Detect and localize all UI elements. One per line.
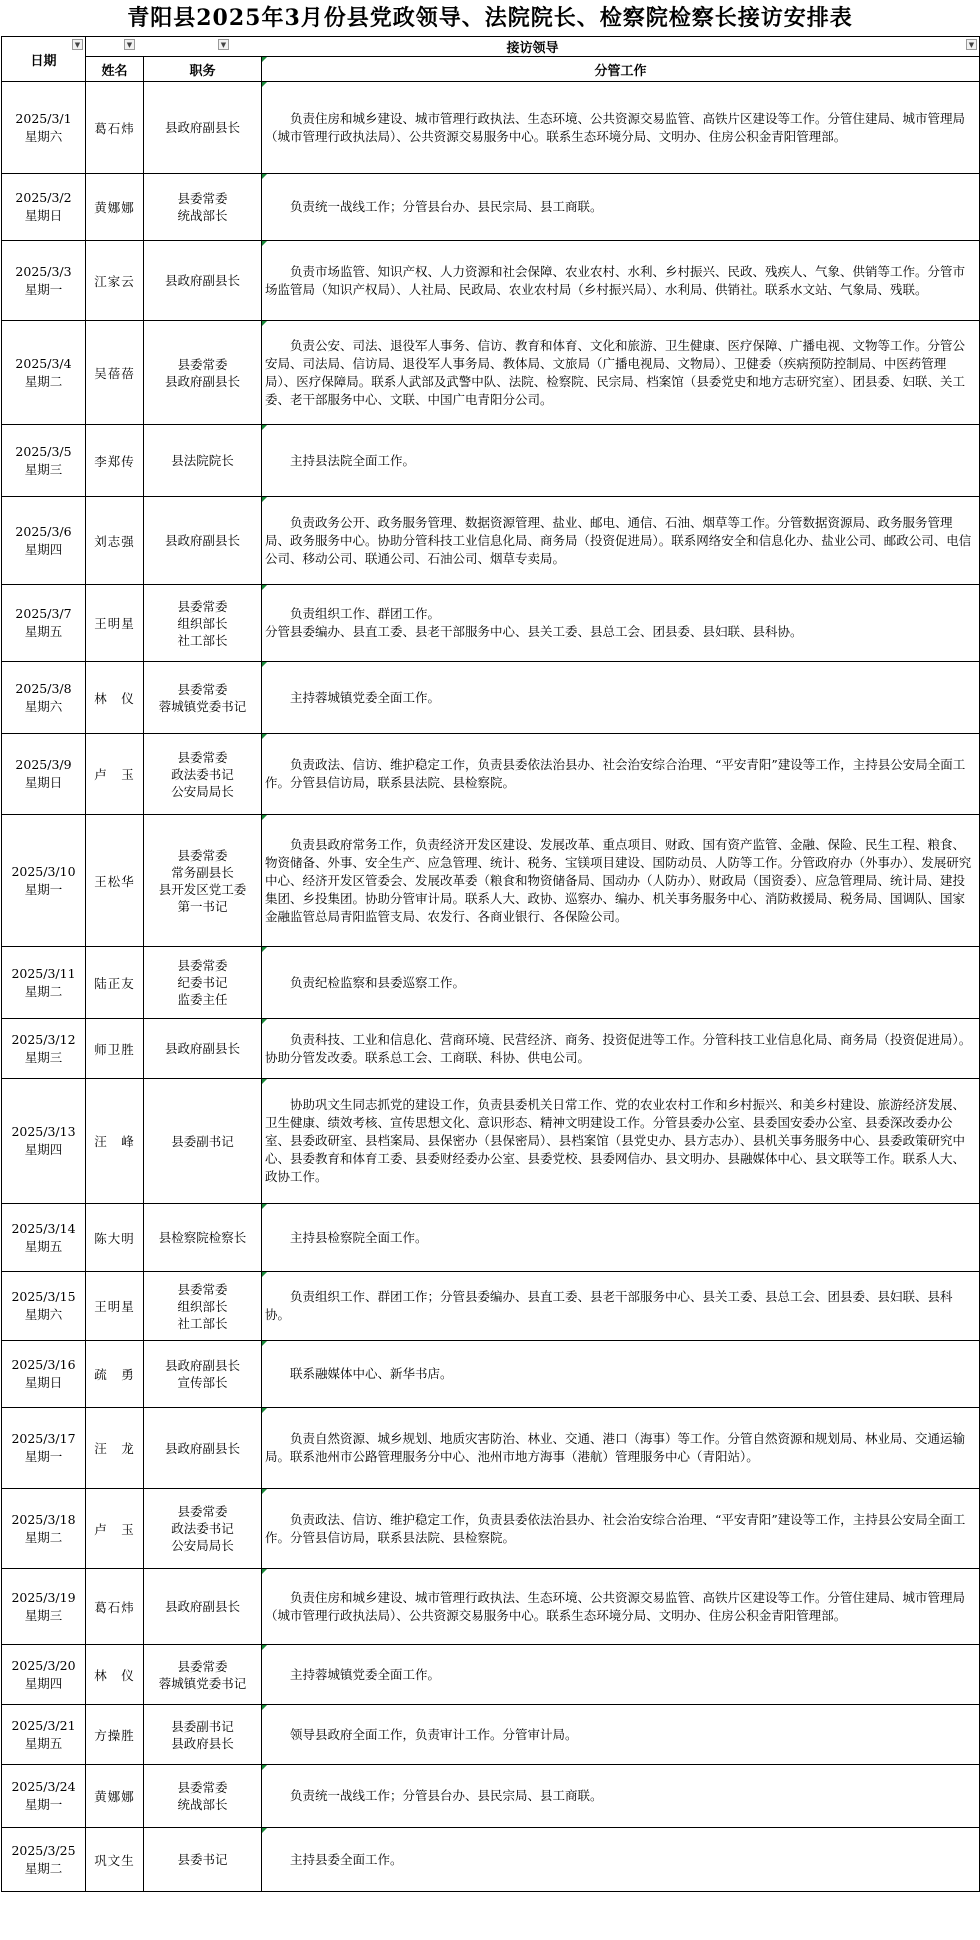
comment-marker-icon bbox=[262, 585, 267, 590]
date-header bbox=[2, 37, 86, 82]
duties-cell[interactable] bbox=[262, 947, 980, 1019]
name-cell[interactable]: 陆正友 bbox=[86, 947, 144, 1019]
date-cell[interactable] bbox=[2, 1765, 86, 1828]
date-value: 2025/3/9 bbox=[15, 757, 72, 772]
name-cell[interactable]: 方操胜 bbox=[86, 1705, 144, 1765]
comment-marker-icon bbox=[262, 947, 267, 952]
date-value: 2025/3/4 bbox=[15, 355, 72, 371]
name-cell[interactable]: 吴蓓蓓 bbox=[86, 321, 144, 425]
date-value: 2025/3/17 bbox=[11, 1431, 76, 1446]
date-cell[interactable] bbox=[2, 1828, 86, 1892]
position-line: 宣传部长 bbox=[177, 1375, 228, 1390]
position-line: 县政府副县长 bbox=[164, 273, 240, 288]
name-cell[interactable]: 汪 峰 bbox=[86, 1079, 144, 1204]
duties-text: 主持县委全面工作。 bbox=[290, 1851, 403, 1867]
duties-text: 协助巩文生同志抓党的建设工作，负责县委机关日常工作、党的农业农村工作和乡村振兴、和美乡村建设、旅游经济发展、卫生健康、绩效考核、宣传思想文化、意识形态、精神文明建设工作。分管县委办公室、县委国安委办公室、县委深改委办公室、县委政研室、县档案局、县保密办（县保密局）、县档案馆（县党史办、县方志办）、县机关事务服务中心、县委政策研究中心、县委教育和体育工委、县委财经委办公室、县委党校、县委网信办、县文明办、县融媒体中心、县文联等工作。联系人大、政协工作。 bbox=[265, 1097, 966, 1184]
duties-text: 负责科技、工业和信息化、营商环境、民营经济、商务、投资促进等工作。分管科技工业信息化局、商务局（投资促进局）。协助分管发改委。联系总工会、工商联、科协、供电公司。 bbox=[265, 1031, 972, 1065]
date-value: 2025/3/11 bbox=[11, 965, 76, 981]
schedule-row bbox=[2, 1204, 980, 1272]
date-cell[interactable] bbox=[2, 1705, 86, 1765]
position-line: 县检察院检察长 bbox=[158, 1230, 247, 1245]
position-line: 组织部长 bbox=[177, 1298, 228, 1314]
position-line: 社工部长 bbox=[177, 1315, 228, 1331]
name-header: 姓名 bbox=[86, 57, 144, 82]
date-value: 2025/3/12 bbox=[11, 1031, 76, 1047]
comment-marker-icon bbox=[262, 1828, 267, 1833]
schedule-row bbox=[2, 815, 980, 947]
position-line: 统战部长 bbox=[177, 1797, 228, 1812]
reception-leader-header bbox=[86, 37, 980, 57]
comment-marker-icon bbox=[262, 321, 267, 326]
position-line: 县委常委 bbox=[177, 1504, 228, 1519]
duties-cell[interactable] bbox=[262, 585, 980, 662]
schedule-row bbox=[2, 174, 980, 241]
weekday-value: 星期四 bbox=[24, 541, 63, 557]
name-cell[interactable]: 卢 玉 bbox=[86, 734, 144, 815]
name-cell[interactable]: 疏 勇 bbox=[86, 1341, 144, 1408]
name-cell[interactable]: 刘志强 bbox=[86, 497, 144, 585]
position-cell[interactable] bbox=[144, 947, 262, 1019]
schedule-row bbox=[2, 1765, 980, 1828]
position-cell[interactable] bbox=[144, 1705, 262, 1765]
date-cell[interactable] bbox=[2, 1569, 86, 1645]
date-value: 2025/3/14 bbox=[11, 1220, 76, 1236]
position-cell[interactable] bbox=[144, 1079, 262, 1204]
name-cell[interactable]: 葛石炜 bbox=[86, 1569, 144, 1645]
duties-text: 负责公安、司法、退役军人事务、信访、教育和体育、文化和旅游、卫生健康、医疗保障、广播电视、文物等工作。分管公安局、司法局、信访局、退役军人事务局、教体局、文旅局（广播电视局、文物局）、卫健委（疾病预防控制局、中医药管理局）、医疗保障局。联系人武部及武警中队、法院、检察院、民宗局、档案馆（县委党史和地方志研究室）、团县委、妇联、关工委、老干部服务中心、文联、中国广电青阳分公司。 bbox=[265, 337, 966, 407]
duties-text: 负责住房和城乡建设、城市管理行政执法、生态环境、公共资源交易监管、高铁片区建设等工作。分管住建局、城市管理局（城市管理行政执法局）、公共资源交易服务中心。联系生态环境分局、文明办、住房公积金青阳管理部。 bbox=[265, 110, 966, 144]
position-header: 职务 bbox=[144, 57, 262, 82]
comment-marker-icon bbox=[262, 662, 267, 667]
position-line: 蓉城镇党委书记 bbox=[158, 698, 247, 714]
schedule-row bbox=[2, 1408, 980, 1489]
position-cell[interactable] bbox=[144, 321, 262, 425]
duties-text: 领导县政府全面工作，负责审计工作。分管审计局。 bbox=[290, 1726, 578, 1742]
position-line: 监委主任 bbox=[177, 992, 228, 1007]
duties-text: 负责自然资源、城乡规划、地质灾害防治、林业、交通、港口（海事）等工作。分管自然资源和规划局、林业局、交通运输局。联系池州市公路管理服务分中心、池州市地方海事（港航）管理服务中心（青阳站）。 bbox=[265, 1431, 966, 1464]
duties-cell[interactable] bbox=[262, 1079, 980, 1204]
position-line: 县开发区党工委 bbox=[158, 881, 247, 897]
date-cell[interactable] bbox=[2, 1645, 86, 1705]
comment-marker-icon bbox=[262, 1204, 267, 1209]
name-cell[interactable]: 汪 龙 bbox=[86, 1408, 144, 1489]
weekday-value: 星期二 bbox=[24, 983, 63, 999]
position-line: 常务副县长 bbox=[171, 864, 234, 880]
weekday-value: 星期日 bbox=[24, 1375, 63, 1390]
schedule-row bbox=[2, 947, 980, 1019]
position-line: 县委常委 bbox=[177, 598, 228, 614]
position-line: 县法院院长 bbox=[171, 453, 234, 468]
comment-marker-icon bbox=[262, 82, 267, 87]
date-cell[interactable] bbox=[2, 815, 86, 947]
schedule-row bbox=[2, 321, 980, 425]
weekday-value: 星期二 bbox=[24, 1529, 63, 1545]
name-cell[interactable]: 陈大明 bbox=[86, 1204, 144, 1272]
date-cell[interactable] bbox=[2, 734, 86, 815]
date-value: 2025/3/5 bbox=[15, 443, 72, 459]
duties-cell[interactable] bbox=[262, 1019, 980, 1079]
name-cell[interactable]: 师卫胜 bbox=[86, 1019, 144, 1079]
date-cell[interactable] bbox=[2, 662, 86, 734]
position-line: 县政府副县长 bbox=[164, 1358, 240, 1373]
weekday-value: 星期六 bbox=[24, 698, 63, 714]
position-cell[interactable] bbox=[144, 662, 262, 734]
position-line: 县政府副县长 bbox=[164, 1599, 240, 1614]
comment-marker-icon bbox=[262, 174, 267, 179]
duties-text: 负责统一战线工作；分管县台办、县民宗局、县工商联。 bbox=[290, 1788, 603, 1803]
position-line: 政法委书记 bbox=[171, 766, 234, 782]
date-value: 2025/3/1 bbox=[15, 110, 72, 126]
duties-text: 联系融媒体中心、新华书店。 bbox=[290, 1366, 453, 1381]
position-line: 社工部长 bbox=[177, 632, 228, 648]
duties-cell[interactable] bbox=[262, 82, 980, 174]
date-value: 2025/3/15 bbox=[11, 1289, 76, 1304]
date-cell[interactable] bbox=[2, 585, 86, 662]
position-line: 公安局局长 bbox=[171, 1538, 234, 1553]
duties-cell[interactable] bbox=[262, 1204, 980, 1272]
schedule-row bbox=[2, 497, 980, 585]
name-cell[interactable]: 巩文生 bbox=[86, 1828, 144, 1892]
duties-cell[interactable] bbox=[262, 1828, 980, 1892]
weekday-value: 星期三 bbox=[24, 1607, 63, 1623]
schedule-row bbox=[2, 1645, 980, 1705]
position-line: 蓉城镇党委书记 bbox=[158, 1675, 247, 1691]
duties-text: 主持县法院全面工作。 bbox=[290, 452, 416, 468]
duties-header-label: 分管工作 bbox=[594, 63, 647, 79]
date-filter-dropdown-icon[interactable]: ▼ bbox=[72, 39, 83, 50]
schedule-row bbox=[2, 734, 980, 815]
position-line: 县委书记 bbox=[177, 1852, 228, 1867]
position-line: 县委常委 bbox=[177, 1281, 228, 1297]
date-value: 2025/3/25 bbox=[11, 1842, 76, 1858]
weekday-value: 星期二 bbox=[24, 373, 63, 389]
date-cell[interactable] bbox=[2, 1408, 86, 1489]
duties-text: 负责政法、信访、维护稳定工作，负责县委依法治县办、社会治安综合治理、“平安青阳”建设等工作，主持县公安局全面工作。分管县信访局，联系县法院、县检察院。 bbox=[265, 757, 966, 790]
date-cell[interactable] bbox=[2, 82, 86, 174]
position-cell[interactable] bbox=[144, 82, 262, 174]
position-line: 县政府副县长 bbox=[164, 1440, 240, 1456]
duties-cell[interactable] bbox=[262, 497, 980, 585]
date-cell[interactable] bbox=[2, 1079, 86, 1204]
position-cell[interactable] bbox=[144, 425, 262, 497]
duties-cell[interactable] bbox=[262, 815, 980, 947]
date-cell[interactable] bbox=[2, 425, 86, 497]
duties-text: 负责组织工作、群团工作。 分管县委编办、县直工委、县老干部服务中心、县关工委、县总工会、团县委、县妇联、县科协。 bbox=[265, 606, 803, 639]
page-title: 青阳县2025年3月份县党政领导、法院院长、检察院检察长接访安排表 bbox=[127, 5, 853, 31]
date-cell[interactable] bbox=[2, 1341, 86, 1408]
weekday-value: 星期三 bbox=[24, 461, 63, 477]
duties-cell[interactable] bbox=[262, 1408, 980, 1489]
comment-marker-icon bbox=[262, 1705, 267, 1710]
comment-marker-icon bbox=[262, 1489, 267, 1494]
weekday-value: 星期日 bbox=[24, 208, 63, 223]
schedule-row bbox=[2, 1272, 980, 1341]
duties-text: 负责政务公开、政务服务管理、数据资源管理、盐业、邮电、通信、石油、烟草等工作。分管数据资源局、政务服务管理局、政务服务中心。协助分管科技工业信息化局、商务局（投资促进局）。联系网络安全和信息化办、盐业公司、邮政公司、电信公司、移动公司、联通公司、石油公司、烟草专卖局。 bbox=[265, 514, 972, 566]
position-line: 县政府副县长 bbox=[164, 533, 240, 548]
duties-cell[interactable] bbox=[262, 1569, 980, 1645]
weekday-value: 星期一 bbox=[24, 281, 63, 297]
name-cell[interactable]: 黄娜娜 bbox=[86, 1765, 144, 1828]
date-cell[interactable] bbox=[2, 1489, 86, 1569]
weekday-value: 星期六 bbox=[24, 128, 63, 144]
duties-text: 主持县检察院全面工作。 bbox=[290, 1229, 428, 1245]
position-line: 县委常委 bbox=[177, 958, 228, 973]
schedule-row bbox=[2, 585, 980, 662]
duties-cell[interactable] bbox=[262, 1272, 980, 1341]
date-cell[interactable] bbox=[2, 174, 86, 241]
duties-text: 负责组织工作、群团工作；分管县委编办、县直工委、县老干部服务中心、县关工委、县总工会、团县委、县妇联、县科协。 bbox=[265, 1289, 953, 1322]
comment-marker-icon bbox=[262, 241, 267, 246]
comment-marker-icon bbox=[262, 1019, 267, 1024]
reception-leader-header-label: 接访领导 bbox=[506, 41, 559, 56]
duties-text: 负责统一战线工作；分管县台办、县民宗局、县工商联。 bbox=[290, 199, 603, 214]
weekday-value: 星期一 bbox=[24, 1797, 63, 1812]
comment-marker-icon bbox=[262, 57, 267, 62]
position-cell[interactable] bbox=[144, 1341, 262, 1408]
position-cell[interactable] bbox=[144, 497, 262, 585]
position-line: 县委副书记 bbox=[171, 1133, 234, 1149]
name-cell[interactable]: 江家云 bbox=[86, 241, 144, 321]
position-cell[interactable] bbox=[144, 241, 262, 321]
position-cell[interactable] bbox=[144, 1489, 262, 1569]
duties-text: 负责县政府常务工作，负责经济开发区建设、发展改革、重点项目、财政、国有资产监管、金融、保险、民生工程、粮食、物资储备、外事、安全生产、应急管理、统计、税务、宝镁项目建设、国防动员、人防等工作。分管政府办（外事办）、发展研究中心、经济开发区管委会、发展改革委（粮食和物资储备局、国动办（人防办）、财政局（国资委）、应急管理局、统计局、建投集团、乡投集团。协助分管审计局。联系人大、政协、巡察办、编办、机关事务服务中心、消防救援局、税务局、国调队、国家金融监管总局青阳监管支局、农发行、各商业银行、各保险公司。 bbox=[265, 836, 972, 924]
schedule-row bbox=[2, 82, 980, 174]
duties-text: 负责政法、信访、维护稳定工作，负责县委依法治县办、社会治安综合治理、“平安青阳”建设等工作，主持县公安局全面工作。分管县信访局，联系县法院、县检察院。 bbox=[265, 1511, 966, 1545]
duties-text: 负责市场监管、知识产权、人力资源和社会保障、农业农村、水利、乡村振兴、民政、残疾人、气象、供销等工作。分管市场监管局（知识产权局）、人社局、民政局、农业农村局（乡村振兴局）、水利局、供销社。联系水文站、气象局、残联。 bbox=[265, 263, 966, 297]
schedule-row bbox=[2, 662, 980, 734]
comment-marker-icon bbox=[262, 1645, 267, 1650]
position-line: 县政府副县长 bbox=[164, 120, 240, 135]
duties-cell[interactable] bbox=[262, 1341, 980, 1408]
position-line: 县政府副县长 bbox=[164, 1041, 240, 1056]
duties-cell[interactable] bbox=[262, 321, 980, 425]
position-line: 县委常委 bbox=[177, 191, 228, 206]
weekday-value: 星期一 bbox=[24, 881, 63, 897]
position-cell[interactable] bbox=[144, 174, 262, 241]
date-cell[interactable] bbox=[2, 497, 86, 585]
schedule-row bbox=[2, 425, 980, 497]
name-cell[interactable]: 黄娜娜 bbox=[86, 174, 144, 241]
date-value: 2025/3/16 bbox=[11, 1357, 76, 1372]
position-line: 县政府县长 bbox=[171, 1735, 234, 1751]
name-cell[interactable]: 林 仪 bbox=[86, 662, 144, 734]
date-value: 2025/3/18 bbox=[11, 1511, 76, 1527]
duties-cell[interactable] bbox=[262, 662, 980, 734]
comment-marker-icon bbox=[262, 734, 267, 739]
comment-marker-icon bbox=[262, 815, 267, 820]
date-value: 2025/3/10 bbox=[11, 863, 76, 879]
weekday-value: 星期日 bbox=[24, 775, 63, 790]
name-cell[interactable]: 林 仪 bbox=[86, 1645, 144, 1705]
weekday-value: 星期四 bbox=[24, 1675, 63, 1691]
duties-cell[interactable] bbox=[262, 1645, 980, 1705]
position-line: 县政府副县长 bbox=[164, 373, 240, 389]
date-cell[interactable] bbox=[2, 1204, 86, 1272]
duties-cell[interactable] bbox=[262, 425, 980, 497]
position-line: 县委常委 bbox=[177, 681, 228, 697]
comment-marker-icon bbox=[262, 1272, 267, 1277]
name-cell[interactable]: 王松华 bbox=[86, 815, 144, 947]
position-line: 县委常委 bbox=[177, 356, 228, 372]
name-cell[interactable]: 王明星 bbox=[86, 1272, 144, 1341]
position-line: 县委常委 bbox=[177, 847, 228, 863]
name-cell[interactable]: 葛石炜 bbox=[86, 82, 144, 174]
weekday-value: 星期五 bbox=[24, 1238, 63, 1254]
schedule-row bbox=[2, 1828, 980, 1892]
position-cell[interactable] bbox=[144, 585, 262, 662]
duties-text: 主持蓉城镇党委全面工作。 bbox=[290, 689, 441, 705]
position-line: 第一书记 bbox=[177, 898, 228, 914]
date-value: 2025/3/8 bbox=[15, 680, 72, 696]
date-value: 2025/3/19 bbox=[11, 1589, 76, 1605]
comment-marker-icon bbox=[262, 1341, 267, 1346]
duties-header bbox=[262, 57, 980, 82]
schedule-row bbox=[2, 1569, 980, 1645]
schedule-row bbox=[2, 1019, 980, 1079]
duties-text: 负责住房和城乡建设、城市管理行政执法、生态环境、公共资源交易监管、高铁片区建设等工作。分管住建局、城市管理局（城市管理行政执法局）、公共资源交易服务中心。联系生态环境分局、文明办、住房公积金青阳管理部。 bbox=[265, 1589, 966, 1623]
duties-text: 负责纪检监察和县委巡察工作。 bbox=[290, 974, 466, 990]
duties-cell[interactable] bbox=[262, 241, 980, 321]
date-value: 2025/3/3 bbox=[15, 263, 72, 279]
position-cell[interactable] bbox=[144, 1204, 262, 1272]
position-line: 纪委书记 bbox=[177, 975, 228, 990]
name-cell[interactable]: 王明星 bbox=[86, 585, 144, 662]
date-cell[interactable] bbox=[2, 1272, 86, 1341]
comment-marker-icon bbox=[262, 1408, 267, 1413]
date-cell[interactable] bbox=[2, 321, 86, 425]
position-cell[interactable] bbox=[144, 1645, 262, 1705]
date-cell[interactable] bbox=[2, 947, 86, 1019]
position-line: 县委常委 bbox=[177, 1658, 228, 1674]
duties-cell[interactable] bbox=[262, 734, 980, 815]
weekday-value: 星期三 bbox=[24, 1049, 63, 1065]
date-value: 2025/3/20 bbox=[11, 1657, 76, 1673]
date-cell[interactable] bbox=[2, 241, 86, 321]
weekday-value: 星期六 bbox=[24, 1307, 63, 1322]
date-value: 2025/3/24 bbox=[11, 1779, 76, 1794]
position-line: 县委常委 bbox=[177, 1780, 228, 1795]
reception-schedule-table bbox=[1, 36, 980, 1892]
name-filter-dropdown-icon[interactable]: ▼ bbox=[124, 39, 135, 50]
duties-text: 主持蓉城镇党委全面工作。 bbox=[290, 1666, 441, 1682]
date-value: 2025/3/2 bbox=[15, 190, 72, 205]
comment-marker-icon bbox=[262, 425, 267, 430]
duties-filter-dropdown-icon[interactable]: ▼ bbox=[966, 39, 977, 50]
comment-marker-icon bbox=[262, 1079, 267, 1084]
name-cell[interactable]: 李郑传 bbox=[86, 425, 144, 497]
date-value: 2025/3/21 bbox=[11, 1717, 76, 1733]
weekday-value: 星期二 bbox=[24, 1860, 63, 1876]
date-cell[interactable] bbox=[2, 1019, 86, 1079]
comment-marker-icon bbox=[262, 497, 267, 502]
duties-cell[interactable] bbox=[262, 174, 980, 241]
date-value: 2025/3/13 bbox=[11, 1124, 76, 1139]
position-cell[interactable] bbox=[144, 1765, 262, 1828]
date-value: 2025/3/6 bbox=[15, 523, 72, 539]
date-header-label: 日期 bbox=[30, 53, 57, 69]
position-filter-dropdown-icon[interactable]: ▼ bbox=[218, 39, 229, 50]
weekday-value: 星期四 bbox=[24, 1142, 63, 1157]
position-cell[interactable] bbox=[144, 1408, 262, 1489]
position-cell[interactable] bbox=[144, 1569, 262, 1645]
weekday-value: 星期一 bbox=[24, 1449, 63, 1464]
position-cell[interactable] bbox=[144, 1019, 262, 1079]
position-line: 公安局局长 bbox=[171, 783, 234, 799]
comment-marker-icon bbox=[262, 1569, 267, 1574]
position-line: 统战部长 bbox=[177, 208, 228, 223]
position-line: 政法委书记 bbox=[171, 1521, 234, 1536]
position-cell[interactable] bbox=[144, 1828, 262, 1892]
position-cell[interactable] bbox=[144, 815, 262, 947]
position-cell[interactable] bbox=[144, 734, 262, 815]
schedule-row bbox=[2, 1705, 980, 1765]
schedule-row bbox=[2, 1341, 980, 1408]
position-line: 县委常委 bbox=[177, 749, 228, 765]
schedule-row bbox=[2, 1079, 980, 1204]
comment-marker-icon bbox=[262, 1765, 267, 1770]
date-value: 2025/3/7 bbox=[15, 606, 72, 621]
duties-cell[interactable] bbox=[262, 1489, 980, 1569]
duties-cell[interactable] bbox=[262, 1705, 980, 1765]
schedule-row bbox=[2, 241, 980, 321]
position-line: 县委副书记 bbox=[171, 1718, 234, 1734]
position-cell[interactable] bbox=[144, 1272, 262, 1341]
name-cell[interactable]: 卢 玉 bbox=[86, 1489, 144, 1569]
duties-cell[interactable] bbox=[262, 1765, 980, 1828]
weekday-value: 星期五 bbox=[24, 624, 63, 639]
weekday-value: 星期五 bbox=[24, 1735, 63, 1751]
position-line: 组织部长 bbox=[177, 615, 228, 631]
schedule-row bbox=[2, 1489, 980, 1569]
